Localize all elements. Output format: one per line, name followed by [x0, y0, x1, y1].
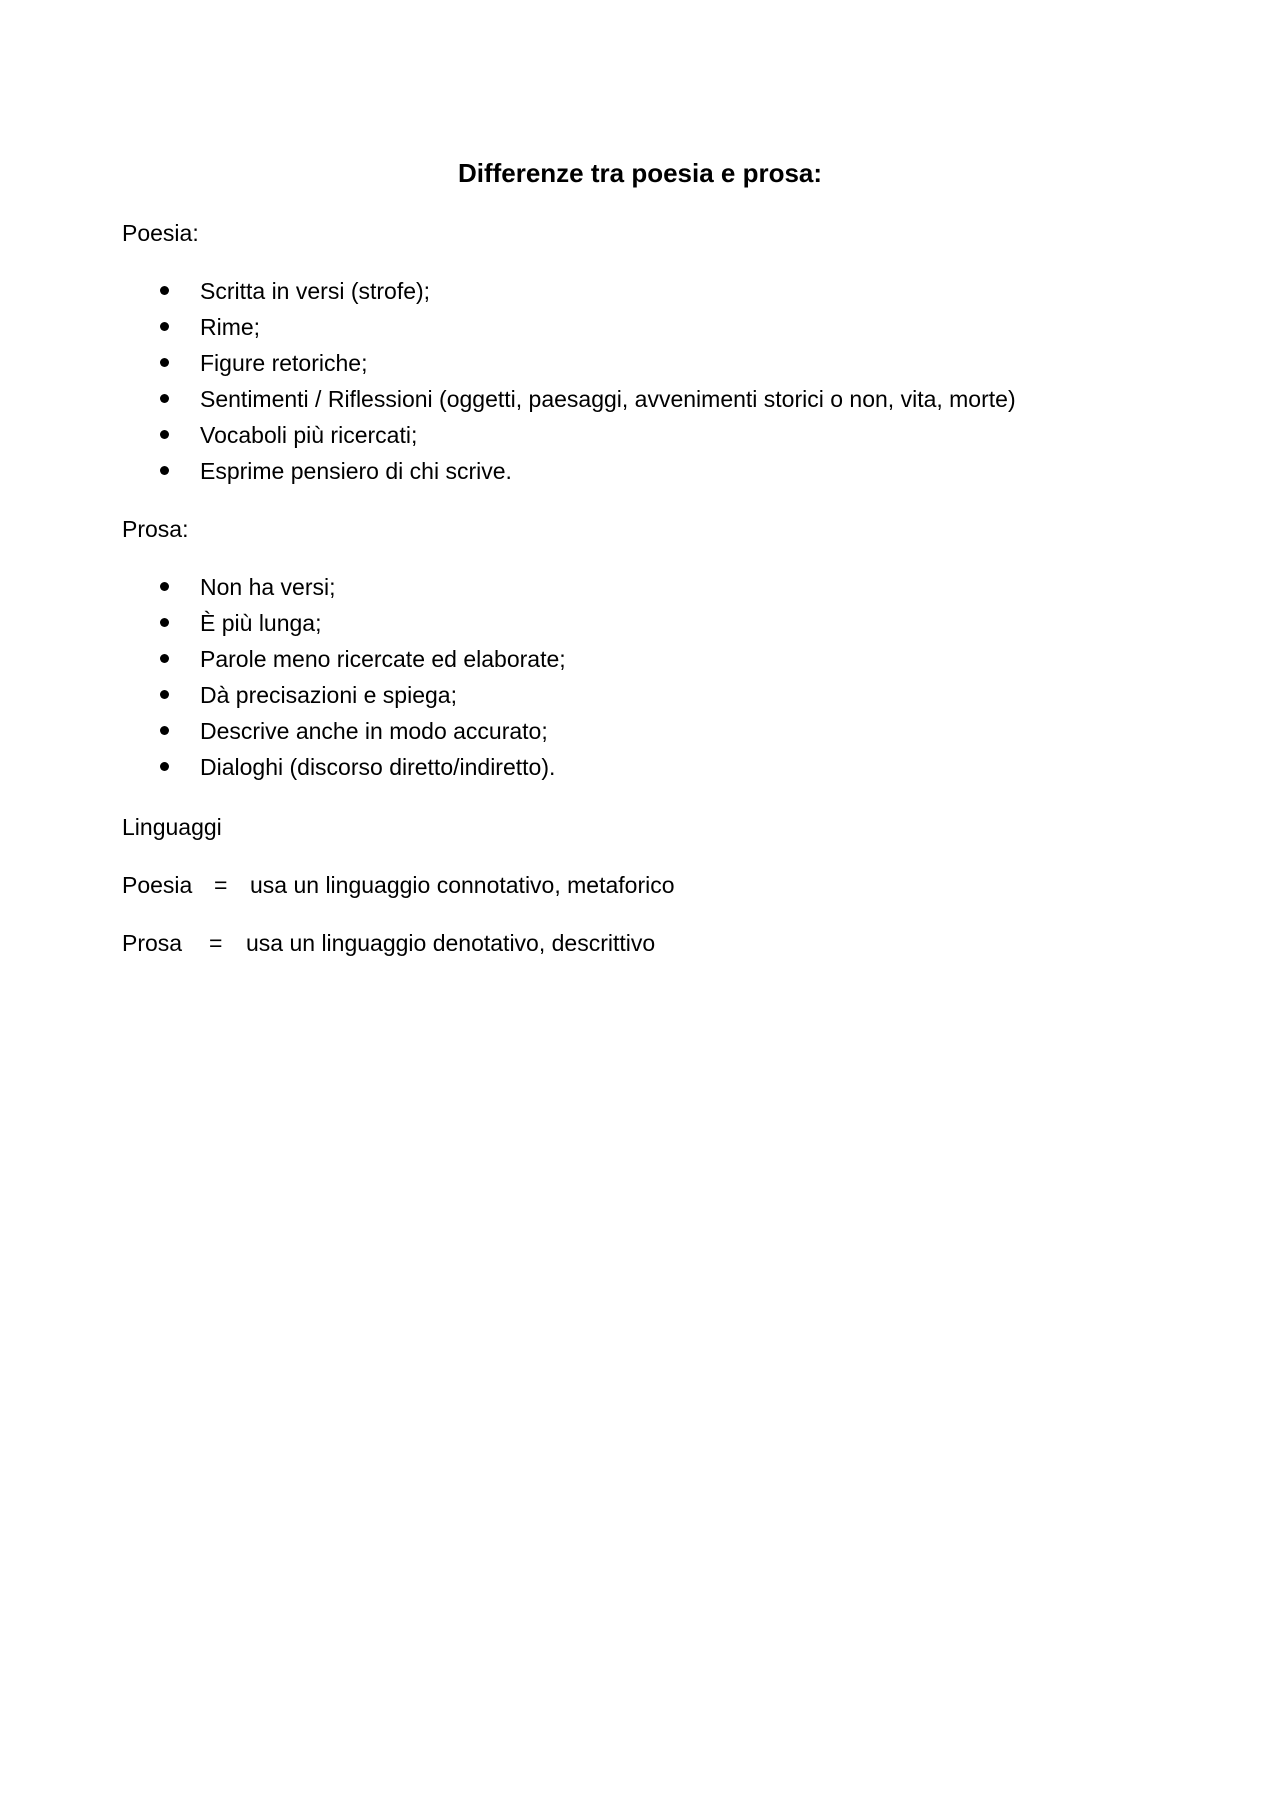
equals-sign: =: [214, 872, 228, 898]
document-title: Differenze tra poesia e prosa:: [457, 158, 823, 188]
bullet-icon: [160, 690, 169, 699]
document-page: Differenze tra poesia e prosa: Poesia: Scritta in versi (strofe); Rime; Figure retoriche; Sentimenti / Riflessioni (oggetti, paesaggi, avvenimenti storici o non, vita, morte) Vocaboli più ricercati; Esprime pensiero di chi scrive. Prosa: Non ha versi; È più lunga; Parole meno ricercate ed elaborate; Dà precisazioni e spiega; Descrive anche in modo accurato; Dialoghi (discorso diretto/indiretto). Linguaggi Poesia = usa un linguaggio connotativo, metaforico Prosa = usa un linguaggio denotativo, descrittivo: [0, 0, 1280, 1811]
bullet-icon: [160, 466, 169, 475]
poesia-heading: Poesia:: [122, 220, 199, 246]
bullet-icon: [160, 430, 169, 439]
prosa-heading: Prosa:: [122, 516, 189, 542]
bullet-icon: [160, 286, 169, 295]
linguaggi-heading: Linguaggi: [122, 814, 222, 840]
term-label: Prosa: [122, 930, 183, 956]
term-label: Poesia: [122, 872, 193, 898]
bullet-icon: [160, 654, 169, 663]
definition-text: usa un linguaggio denotativo, descrittivo: [246, 930, 656, 956]
linguaggio-row-prosa: [122, 928, 655, 958]
equals-sign: =: [209, 930, 223, 956]
bullet-icon: [160, 726, 169, 735]
bullet-icon: [160, 762, 169, 771]
linguaggio-row-poesia: [122, 870, 675, 900]
bullet-icon: [160, 322, 169, 331]
bullet-icon: [160, 618, 169, 627]
bullet-icon: [160, 358, 169, 367]
definition-text: usa un linguaggio connotativo, metaforico: [250, 872, 675, 898]
bullet-icon: [160, 582, 169, 591]
bullet-icon: [160, 394, 169, 403]
